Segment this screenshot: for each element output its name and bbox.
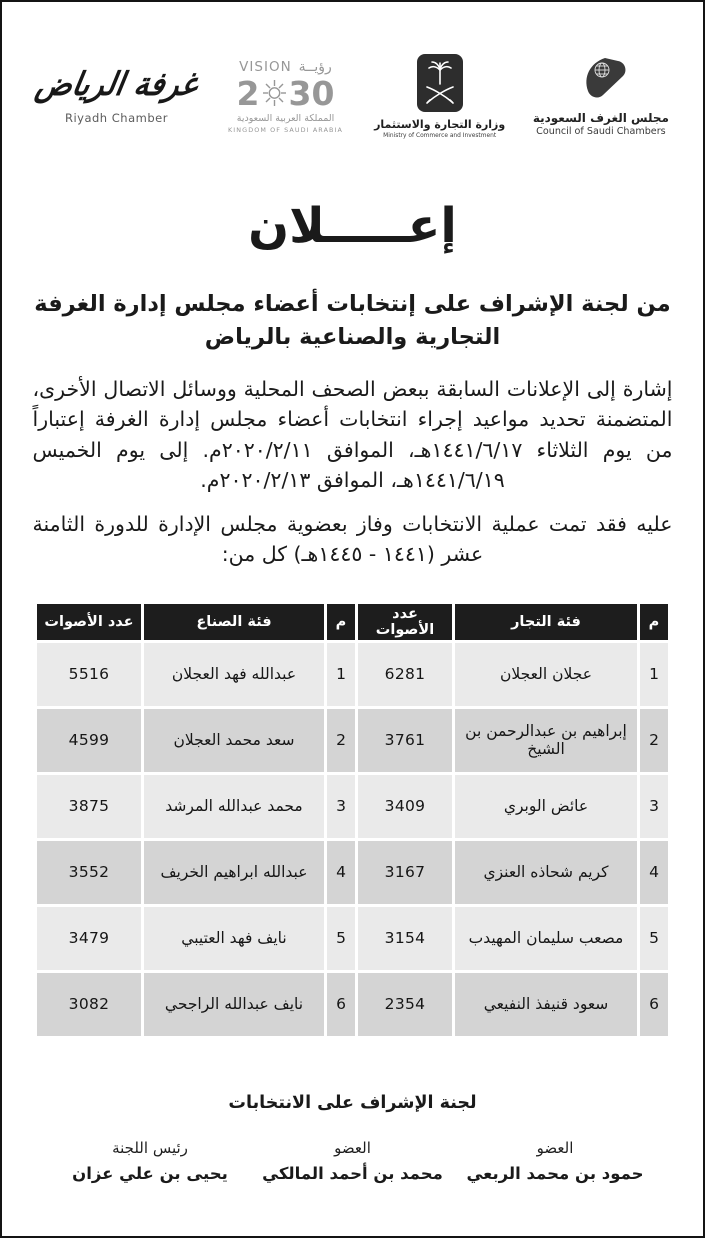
manufacturer-name: محمد عبدالله المرشد bbox=[144, 775, 324, 838]
manufacturer-name: نايف فهد العتيبي bbox=[144, 907, 324, 970]
signatory-name: يحيى بن علي عزان bbox=[72, 1163, 228, 1183]
trader-name: سعود قنيفذ النفيعي bbox=[455, 973, 637, 1036]
table-row bbox=[37, 973, 668, 1036]
trader-name: عجلان العجلان bbox=[455, 643, 637, 706]
signatory-member-1 bbox=[455, 1139, 655, 1183]
row-no: 5 bbox=[640, 907, 668, 970]
row-no: 2 bbox=[327, 709, 355, 772]
vision-country-english: KINGDOM OF SAUDI ARABIA bbox=[228, 125, 343, 134]
trader-votes: 3167 bbox=[358, 841, 452, 904]
table-row bbox=[37, 907, 668, 970]
council-arabic-label: مجلس الغرف السعودية bbox=[532, 111, 669, 125]
signatory-role: العضو bbox=[536, 1138, 574, 1157]
announcement-subtitle: من لجنة الإشراف على إنتخابات أعضاء مجلس إدارة الغرفة التجارية والصناعية بالرياض bbox=[34, 291, 671, 350]
signatory-name: محمد بن أحمد المالكي bbox=[262, 1163, 443, 1183]
manufacturer-name: عبدالله ابراهيم الخريف bbox=[144, 841, 324, 904]
riyadh-chamber-calligraphy-icon: غرفة الرياض bbox=[32, 65, 201, 104]
table-row bbox=[37, 643, 668, 706]
trader-name: عائض الوبري bbox=[455, 775, 637, 838]
vision-2030-emblem-icon bbox=[261, 78, 288, 108]
table-row bbox=[37, 841, 668, 904]
riyadh-chamber-logo bbox=[32, 65, 201, 125]
council-emblem-icon bbox=[572, 55, 630, 107]
row-no: 6 bbox=[327, 973, 355, 1036]
announcement-title: إعـــــلان bbox=[248, 198, 457, 254]
row-no: 3 bbox=[327, 775, 355, 838]
signatory-role: العضو bbox=[334, 1138, 371, 1157]
council-logo bbox=[533, 55, 669, 137]
header-manufacturers-votes: عدد الأصوات bbox=[37, 604, 141, 640]
announcement-paragraph-results: عليه فقد تمت عملية الانتخابات وفاز بعضوية مجلس الإدارة للدورة الثامنة عشر (١٤٤١ - ١٤٤٥هـ) كل من: bbox=[32, 511, 673, 567]
manufacturer-votes: 3552 bbox=[37, 841, 141, 904]
signatures-row bbox=[50, 1139, 655, 1183]
trader-votes: 3409 bbox=[358, 775, 452, 838]
signatory-name: حمود بن محمد الربعي bbox=[466, 1163, 644, 1183]
header-traders-category: فئة التجار bbox=[455, 604, 637, 640]
trader-votes: 3761 bbox=[358, 709, 452, 772]
manufacturer-votes: 3479 bbox=[37, 907, 141, 970]
manufacturer-votes: 5516 bbox=[37, 643, 141, 706]
committee-title: لجنة الإشراف على الانتخابات bbox=[228, 1092, 477, 1113]
row-no: 2 bbox=[640, 709, 668, 772]
vision-ar-label: رؤيــة bbox=[298, 58, 332, 75]
header-traders-votes: عدد الأصوات bbox=[358, 604, 452, 640]
row-no: 1 bbox=[640, 643, 668, 706]
riyadh-chamber-english-label: Riyadh Chamber bbox=[64, 111, 168, 125]
ministry-logo bbox=[374, 54, 505, 139]
vision-country-arabic: المملكة العربية السعودية bbox=[236, 112, 335, 124]
ministry-arabic-label: وزارة التجارة والاستثمار bbox=[374, 117, 506, 131]
header-no-traders: م bbox=[640, 604, 668, 640]
table-row bbox=[37, 775, 668, 838]
row-no: 4 bbox=[640, 841, 668, 904]
trader-name: كريم شحاذه العنزي bbox=[455, 841, 637, 904]
vision-en-label: VISION bbox=[239, 58, 292, 75]
vision-2030-year bbox=[236, 73, 335, 113]
vision-2030-wordmark bbox=[239, 59, 332, 75]
row-no: 4 bbox=[327, 841, 355, 904]
trader-name: مصعب سليمان المهيدب bbox=[455, 907, 637, 970]
manufacturer-name: نايف عبدالله الراجحي bbox=[144, 973, 324, 1036]
vision-2030-logo bbox=[225, 59, 347, 134]
manufacturer-votes: 4599 bbox=[37, 709, 141, 772]
manufacturer-name: عبدالله فهد العجلان bbox=[144, 643, 324, 706]
manufacturer-votes: 3082 bbox=[37, 973, 141, 1036]
announcement-paragraph-dates: إشارة إلى الإعلانات السابقة ببعض الصحف المحلية ووسائل الاتصال الأخرى، المتضمنة تحديد مواعيد إجراء انتخابات أعضاء مجلس إدارة الغرفة إعتباراً من يوم الثلاثاء ١٤٤١/٦/١٧هـ، الموافق ٢٠٢٠/٢/١١م. إلى يوم الخميس ١٤٤١/٦/١٩هـ، الموافق ٢٠٢٠/٢/١٣م. bbox=[32, 376, 673, 493]
row-no: 5 bbox=[327, 907, 355, 970]
row-no: 6 bbox=[640, 973, 668, 1036]
logo-strip bbox=[32, 50, 669, 142]
header-no-manufacturers: م bbox=[327, 604, 355, 640]
trader-name: إبراهيم بن عبدالرحمن بن الشيخ bbox=[455, 709, 637, 772]
signatory-role: رئيس اللجنة bbox=[112, 1138, 188, 1157]
ministry-english-label: Ministry of Commerce and Investment bbox=[383, 132, 497, 139]
trader-votes: 2354 bbox=[358, 973, 452, 1036]
table-header-row bbox=[37, 604, 668, 640]
manufacturer-votes: 3875 bbox=[37, 775, 141, 838]
table-row bbox=[37, 709, 668, 772]
signatory-member-2 bbox=[253, 1139, 453, 1183]
vision-year-right: 30 bbox=[288, 73, 335, 113]
vision-year-left: 2 bbox=[236, 73, 260, 113]
manufacturer-name: سعد محمد العجلان bbox=[144, 709, 324, 772]
row-no: 1 bbox=[327, 643, 355, 706]
council-english-label: Council of Saudi Chambers bbox=[536, 126, 666, 137]
row-no: 3 bbox=[640, 775, 668, 838]
election-results-table bbox=[34, 601, 671, 1039]
header-manufacturers-category: فئة الصناع bbox=[144, 604, 324, 640]
signatory-chairman bbox=[50, 1139, 250, 1183]
trader-votes: 3154 bbox=[358, 907, 452, 970]
saudi-emblem-icon bbox=[417, 54, 463, 112]
trader-votes: 6281 bbox=[358, 643, 452, 706]
